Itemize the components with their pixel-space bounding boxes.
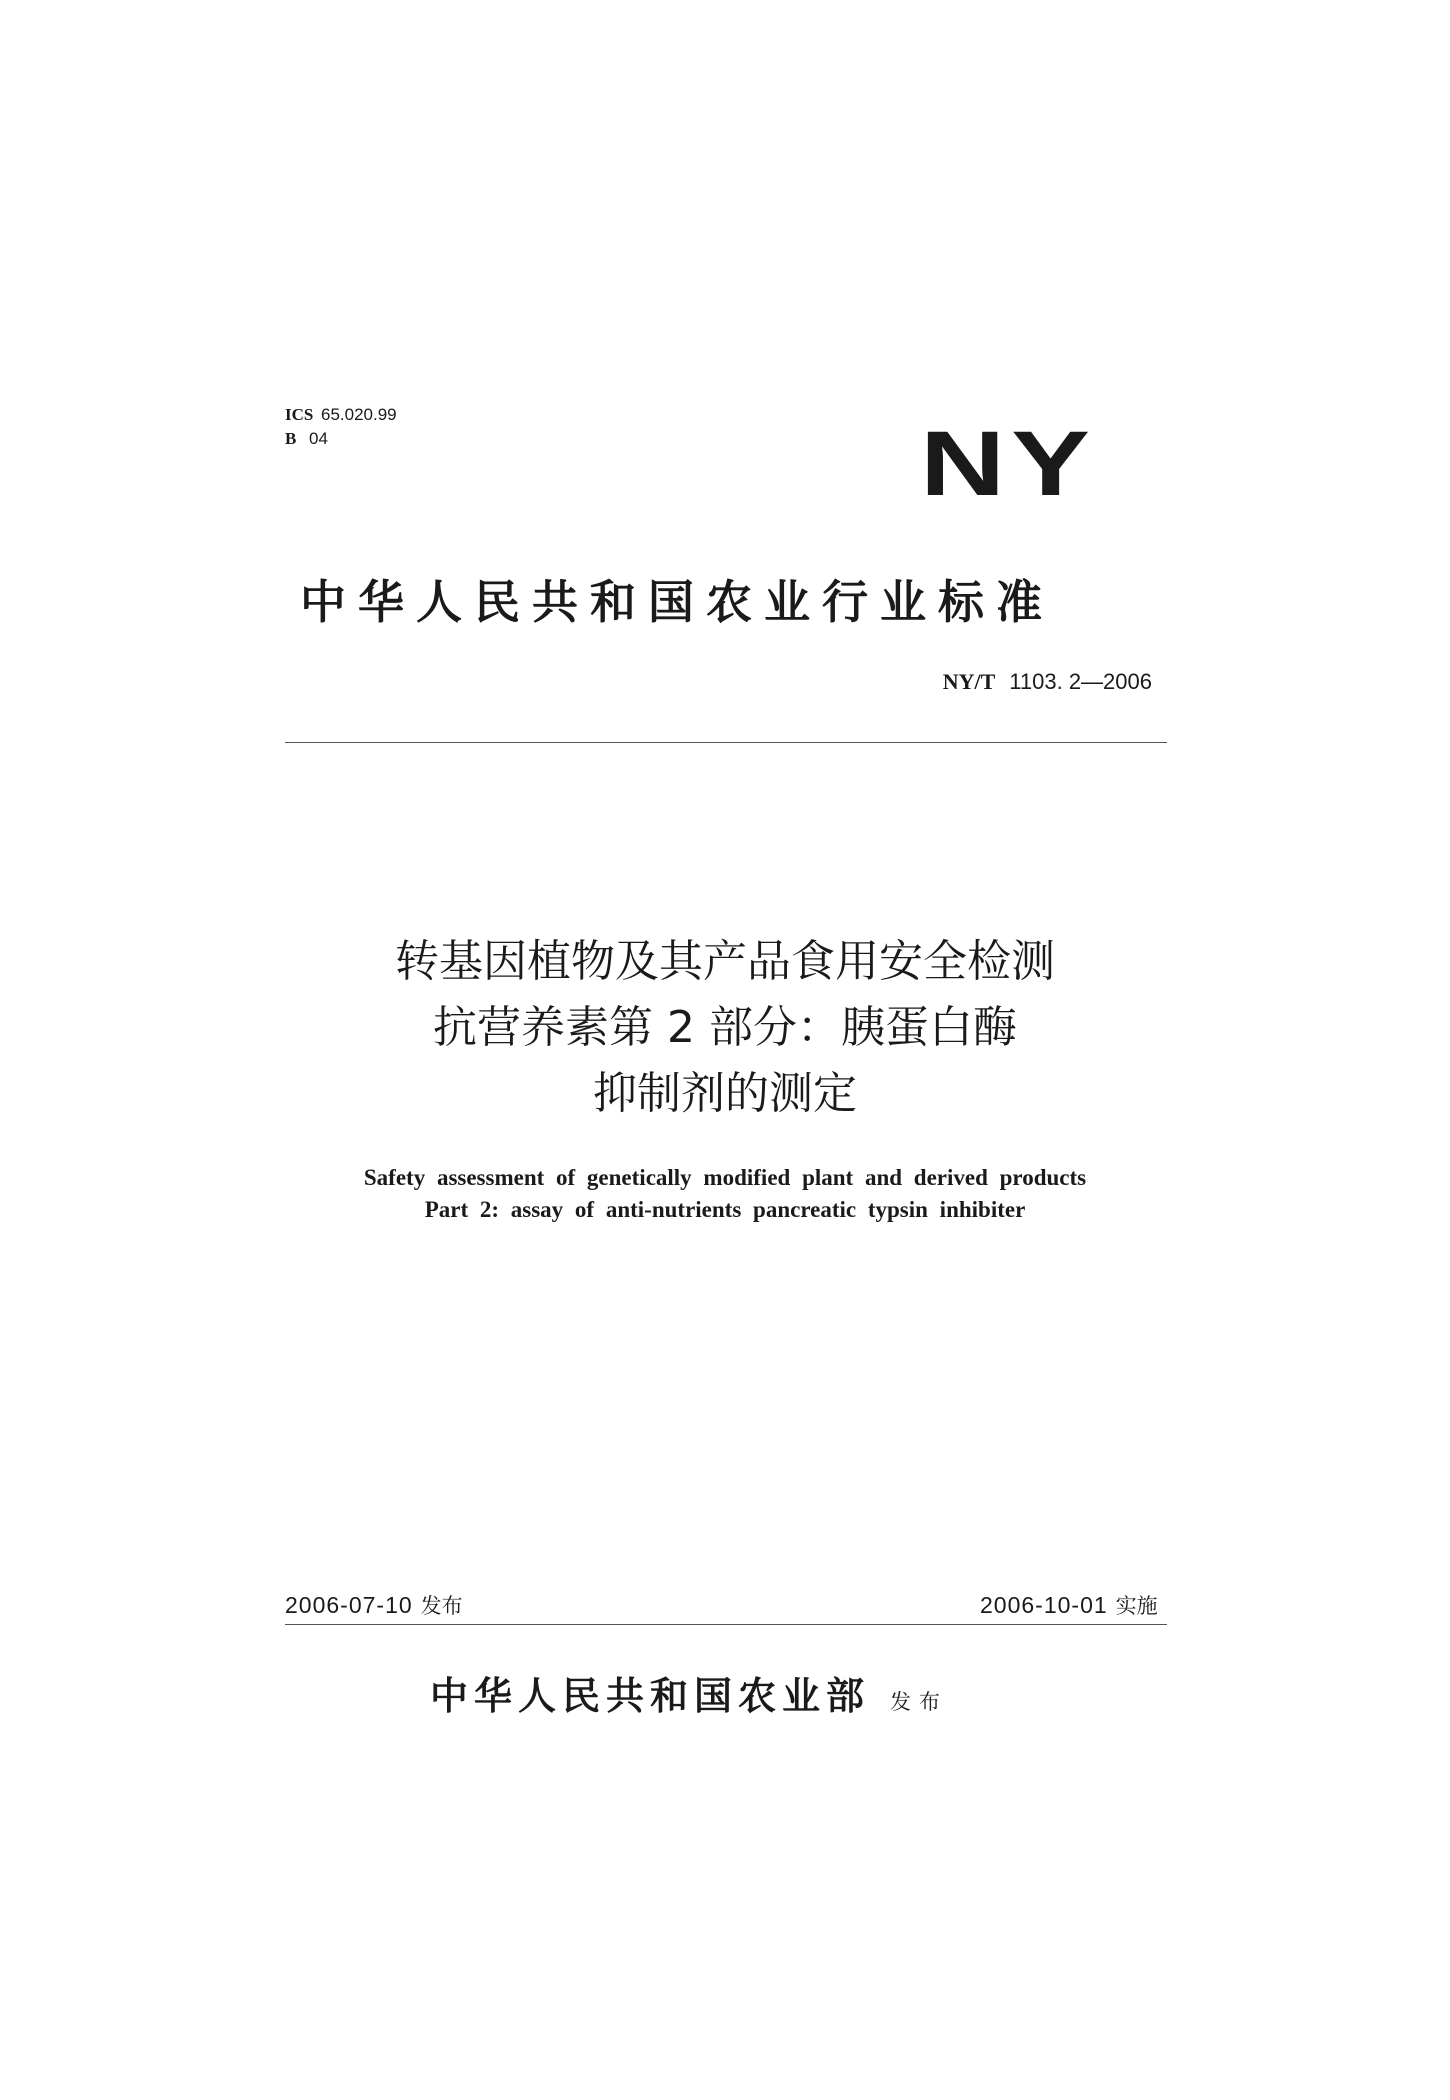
issue-word: 发布 [420,1594,463,1618]
standard-number-prefix: NY/T [942,669,996,694]
ics-label: ICS [285,405,314,424]
title-cn-line-3: 抑制剂的测定 [593,1068,857,1119]
standard-category-title: 中华人民共和国农业行业标准 [300,575,1054,629]
issue-date-value: 2006-07-10 [285,1592,413,1618]
publisher [430,1672,948,1720]
class-value: 04 [309,429,328,448]
publisher-action: 发布 [890,1690,949,1714]
title-en-line-1: Safety assessment of genetically modified plant and derived products [363,1165,1087,1190]
issue-date [285,1590,463,1621]
title-cn-line-2: 抗营养素第 2 部分：胰蛋白酶 [433,1002,1017,1053]
ics-value: 65.020.99 [321,405,397,424]
publisher-org: 中华人民共和国农业部 [430,1673,871,1718]
class-label: B [285,429,297,448]
header-divider [285,742,1167,743]
implement-word: 实施 [1115,1594,1158,1618]
implement-date-value: 2006-10-01 [980,1592,1108,1618]
implement-date [980,1590,1158,1621]
title-en-line-2: Part 2: assay of anti-nutrients pancreatic typsin inhibiter [424,1197,1026,1222]
ny-logo-mark: NY [920,412,1096,516]
ics-code [285,404,397,426]
standard-number-value: 1103. 2—2006 [1009,669,1152,694]
title-cn-line-1: 转基因植物及其产品食用安全检测 [395,936,1055,987]
standard-number [930,668,1152,697]
classification-code [285,428,328,450]
footer-divider [285,1624,1167,1625]
